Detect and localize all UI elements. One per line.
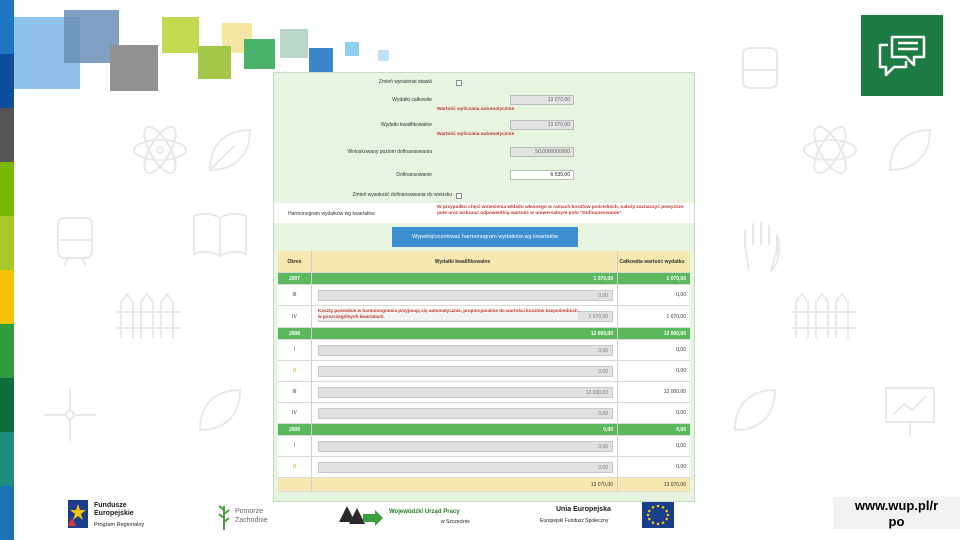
fe-line1: Fundusze: [94, 502, 127, 509]
quarter-label: II: [278, 457, 312, 477]
unia-europejska-logo: [540, 502, 675, 532]
rate-row: [274, 147, 694, 161]
left-color-strip: [0, 0, 14, 540]
pz-line1: Pomorze: [235, 508, 264, 515]
total-row: [274, 95, 694, 112]
quarter-row: [278, 403, 690, 424]
year-eligible: 12 000,00: [312, 328, 618, 339]
ue-line2: Europejski Fundusz Społeczny: [540, 518, 609, 524]
quarter-row: [278, 457, 690, 478]
quarter-total: 1 070,00: [666, 313, 686, 320]
quarter-label: II: [278, 361, 312, 381]
total-input[interactable]: 13 070,00: [510, 95, 574, 105]
fence-icon: [115, 290, 185, 340]
ue-line1: Unia Europejska: [556, 506, 611, 513]
wup-logo: [337, 502, 487, 532]
leaf-icon: [190, 380, 250, 440]
fence-icon: [790, 290, 860, 340]
fe-line3: Program Regionalny: [94, 522, 145, 528]
fe-star-icon: [66, 498, 90, 530]
year-label: 2009: [278, 424, 312, 435]
sum-label: [278, 478, 312, 491]
header-period: Okres: [278, 251, 312, 272]
quarter-row: [278, 382, 690, 403]
train-icon: [735, 40, 785, 100]
year-total: 1 070,00: [666, 275, 686, 282]
header-eligible: Wydatki kwalifikowalne: [312, 251, 618, 272]
atom-icon: [800, 120, 860, 180]
year-eligible: 0,00: [312, 424, 618, 435]
schedule-note: W przypadku chęci wniesienia wkładu własnego w ramach kosztów pośrednich, należy zaznaczyć powyższe pole oraz wskazać odpowiednią wartość w uniwersalnym polu "Dofinansowanie": [437, 205, 684, 216]
sum-eligible: 13 070,00: [312, 478, 618, 491]
quarter-input[interactable]: 0,00: [318, 345, 613, 356]
table-header: [278, 251, 690, 273]
manual-row: [274, 190, 694, 204]
quarter-row: [278, 361, 690, 382]
sum-total: 13 070,00: [663, 481, 686, 488]
deco-square: [345, 42, 359, 56]
quarter-cell: [312, 382, 618, 402]
year-label: 2007: [278, 273, 312, 284]
leaf-icon: [200, 120, 260, 180]
quarter-total: 0,00: [676, 464, 686, 470]
hand-icon: [735, 215, 785, 275]
chat-icon-box: [861, 15, 943, 96]
year-row: [278, 424, 690, 436]
deco-square: [244, 39, 275, 69]
eligible-row: [274, 120, 694, 137]
year-total: 12 000,00: [663, 330, 686, 337]
train-icon: [50, 210, 100, 270]
pomorze-zachodnie-logo: [215, 500, 285, 534]
year-total: 0,00: [676, 426, 686, 433]
schedule-row: [274, 203, 694, 223]
quarter-total: 0,00: [676, 347, 686, 353]
cofin-label: Dofinansowanie: [396, 172, 432, 178]
quarter-total: 0,00: [676, 368, 686, 374]
quarter-cell: [312, 306, 618, 327]
fe-line2: Europejskie: [94, 510, 134, 517]
quarter-input[interactable]: 12 000,00: [318, 387, 613, 398]
deco-square: [198, 46, 231, 79]
deco-square: [378, 50, 389, 61]
url-text: www.wup.pl/r po: [854, 498, 939, 529]
quarter-input[interactable]: 0,00: [318, 462, 613, 473]
quarter-label: I: [278, 340, 312, 360]
schedule-table: [278, 251, 690, 492]
wup-line1: Wojewódzki Urząd Pracy: [389, 509, 460, 515]
cofin-row: [274, 170, 694, 184]
url-box[interactable]: [833, 497, 960, 529]
quarter-cell: [312, 361, 618, 381]
quarter-row: [278, 436, 690, 457]
quarter-cell: [312, 436, 618, 456]
wup-line2: w Szczecinie: [441, 519, 470, 525]
quarter-input[interactable]: 0,00: [318, 366, 613, 377]
vat-row: [274, 76, 694, 90]
quarter-total: 12 000,00: [663, 389, 686, 395]
application-form-panel: [273, 72, 695, 502]
year-row: [278, 273, 690, 285]
year-row: [278, 328, 690, 340]
indirect-costs-note: Koszty pośrednie w harmonogramie przyjmują się automatycznie, proporcjonalnie do wartości kosztów bezpośrednich w poszczególnych kwartałach.: [318, 308, 578, 319]
header-total: Całkowita wartość wydatku: [619, 258, 685, 265]
schedule-label: Harmonogram wydatków wg kwartałów: [288, 211, 375, 217]
quarter-label: III: [278, 382, 312, 402]
year-label: 2008: [278, 328, 312, 339]
vat-checkbox[interactable]: [456, 80, 462, 86]
rate-label: Wnioskowany poziom dofinansowania: [347, 149, 432, 155]
quarter-total: 0,00: [676, 443, 686, 449]
quarter-row: [278, 340, 690, 361]
presentation-icon: [880, 380, 940, 440]
pz-wheat-icon: [215, 500, 233, 530]
generate-schedule-button[interactable]: Wypełnij/oczekiwać harmonogram wydatków wg kwartałów: [392, 227, 578, 247]
quarter-label: IV: [278, 306, 312, 327]
quarter-input[interactable]: 0,00: [318, 290, 613, 301]
deco-square: [110, 45, 158, 91]
quarter-total: 0,00: [676, 292, 686, 298]
quarter-cell: [312, 403, 618, 423]
rate-input[interactable]: 50,0000000000: [510, 147, 574, 157]
leaf-icon: [725, 380, 785, 440]
eligible-input[interactable]: 13 070,00: [510, 120, 574, 130]
quarter-input[interactable]: 0,00: [318, 408, 613, 419]
eu-flag-icon: [642, 502, 674, 528]
eligible-label: Wydatki kwalifikowalne: [380, 122, 432, 128]
deco-square: [309, 48, 333, 72]
quarter-label: I: [278, 436, 312, 456]
quarter-total: 0,00: [676, 410, 686, 416]
total-note: Wartość wyliczana automatycznie: [437, 107, 515, 112]
leaf-icon: [880, 120, 940, 180]
eligible-note: Wartość wyliczana automatycznie: [437, 132, 515, 137]
quarter-cell: [312, 340, 618, 360]
book-icon: [190, 210, 250, 260]
manual-checkbox[interactable]: [456, 193, 462, 199]
quarter-cell: [312, 457, 618, 477]
cofin-input[interactable]: 6 535,00: [510, 170, 574, 180]
quarter-label: III: [278, 285, 312, 305]
quarter-row: [278, 306, 690, 328]
pz-line2: Zachodnie: [235, 517, 268, 524]
manual-label: Zmień wysokość dofinansowania do wniosku: [352, 192, 452, 198]
quarter-label: IV: [278, 403, 312, 423]
quarter-row: [278, 285, 690, 306]
sum-row: [278, 478, 690, 492]
chat-bubbles-icon: [876, 33, 928, 79]
quarter-cell: [312, 285, 618, 305]
fundusze-europejskie-logo: [66, 498, 166, 532]
windmill-icon: [40, 385, 100, 445]
quarter-input[interactable]: 1 070,00: [318, 311, 613, 322]
atom-icon: [130, 120, 190, 180]
wup-emblem-icon: [337, 502, 383, 528]
quarter-input[interactable]: 0,00: [318, 441, 613, 452]
deco-square: [280, 29, 308, 58]
deco-square: [162, 17, 199, 53]
vat-label: Zmień wyrażenie stawki: [378, 79, 432, 85]
year-eligible: 1 070,00: [312, 273, 618, 284]
total-label: Wydatki całkowite: [392, 97, 432, 103]
